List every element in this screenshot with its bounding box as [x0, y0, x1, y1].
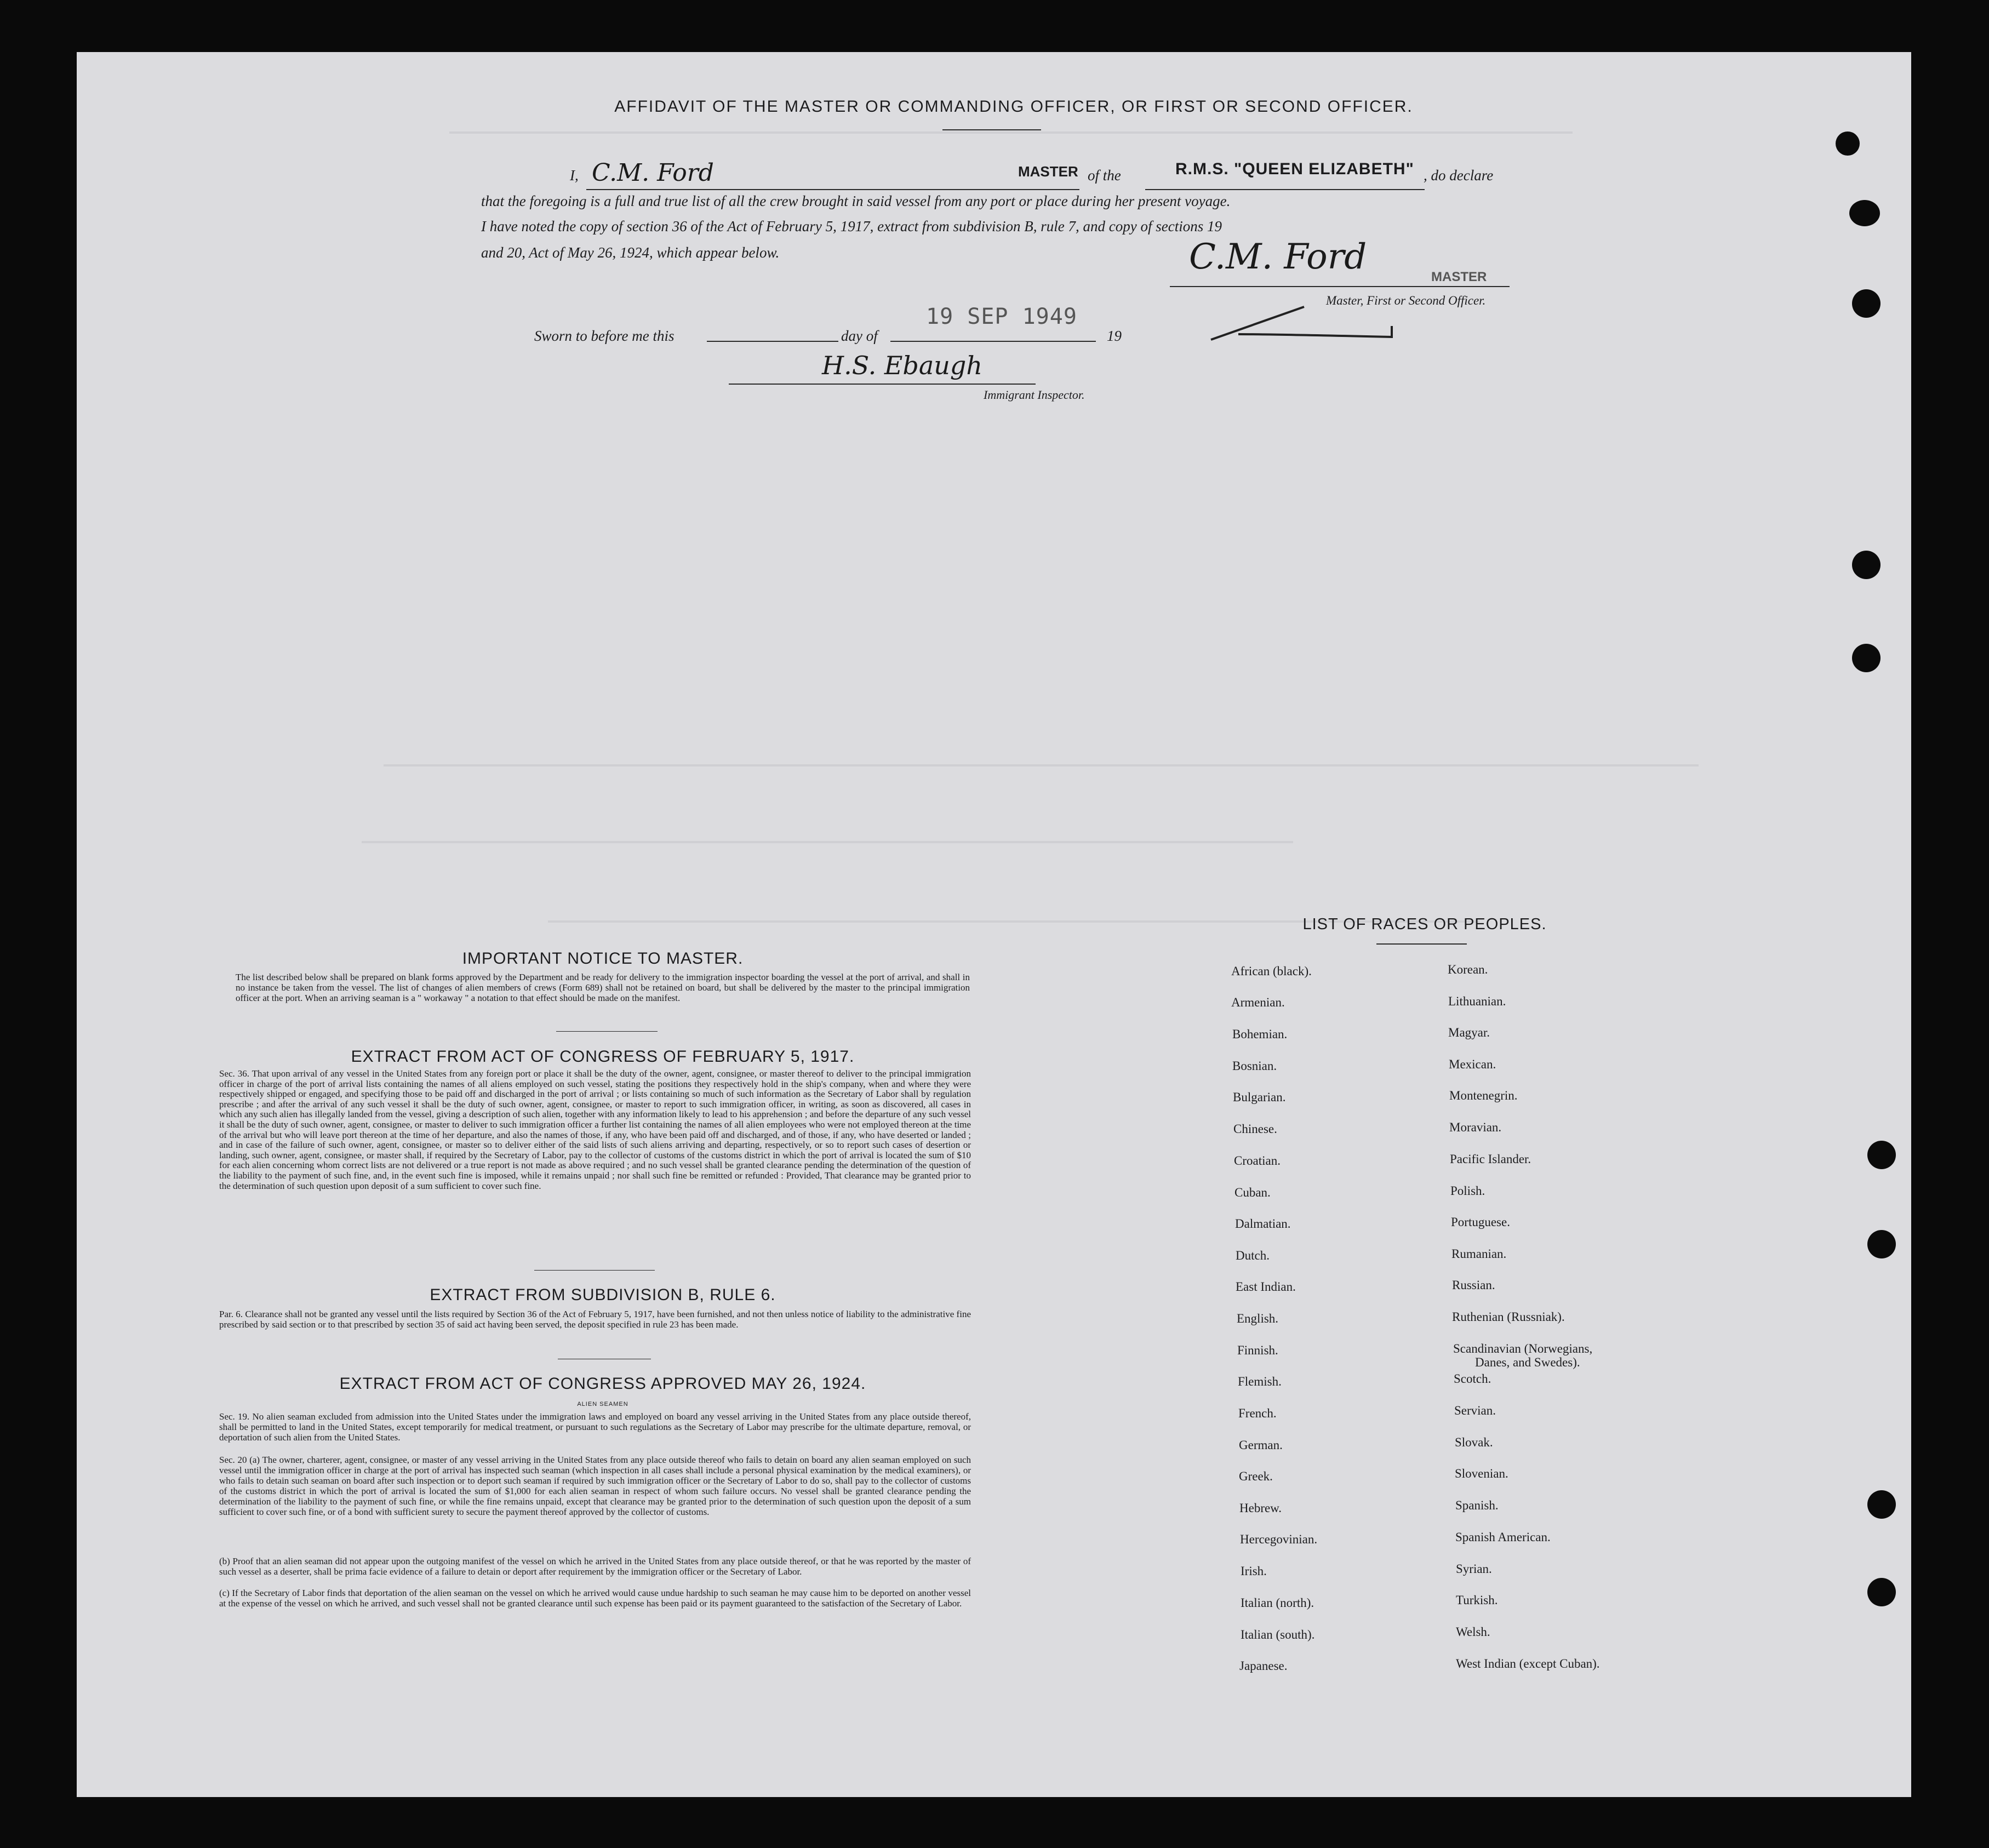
notice-text: The list described below shall be prepared on blank forms approved by the Department and be ready for delivery to the immigration inspector boarding the vessel at the port of arrival, and shall in no instance be taken from the vessel. The list of changes of alien members of crews (Form 689) shall not be retained on board, but shall be delivered by the master to the principal immigration officer at the port. When an arriving seaman is a " workaway " a notation to that effect should be made on the manifest. [236, 972, 970, 1003]
date-stamp: 19 SEP 1949 [926, 304, 1077, 329]
vessel-underline [1145, 189, 1425, 190]
notice-title: IMPORTANT NOTICE TO MASTER. [462, 949, 744, 968]
race-item: Lithuanian. [1448, 994, 1506, 1008]
race-item: Pacific Islander. [1450, 1152, 1531, 1166]
race-item: Turkish. [1456, 1593, 1498, 1607]
bleed-through-line [362, 841, 1293, 843]
race-item: Chinese. [1233, 1122, 1277, 1136]
race-item: Portuguese. [1451, 1215, 1510, 1229]
signature-caption: Master, First or Second Officer. [1326, 294, 1486, 307]
inspector-caption: Immigrant Inspector. [984, 388, 1085, 402]
race-item: Magyar. [1448, 1026, 1490, 1039]
sworn-date-line [890, 341, 1096, 342]
binding-hole [1867, 1141, 1896, 1169]
race-item: Scotch. [1454, 1372, 1491, 1386]
race-item: Mexican. [1449, 1057, 1496, 1071]
race-item: Irish. [1241, 1564, 1267, 1578]
signature-flourish [1205, 296, 1403, 345]
sec20a-text: Sec. 20 (a) The owner, charterer, agent, consignee, or master of any vessel arriving in the United States from any place outside thereof who fails to detain on board any alien seaman employed on such vessel until the immigration officer in charge at the port of arrival has inspected such seaman (which inspection in all cases shall include a personal physical examination by the medical examiners), or who fails to detain such seaman on board after such inspection or to deport such seaman if required by such immigration officer or the Secretary of Labor to do so, shall pay to the collector of customs of the customs district in which the port of arrival is located the sum of $1,000 for each alien seaman in respect of whom such failure occurs. No vessel shall be granted clearance pending the determination of the liability to the payment of such fine, or while the fine remains unpaid, except that clearance may be granted prior to the determination of such question upon the deposit of a sum sufficient to cover such fine, or of a bond with sufficient surety to secure the payment thereof approved by the collector of customs. [219, 1455, 971, 1517]
race-item: Italian (south). [1241, 1628, 1315, 1641]
sworn-day-line [707, 341, 838, 342]
binding-hole [1867, 1578, 1896, 1606]
extract-1917-divider [534, 1270, 655, 1271]
race-item: German. [1239, 1438, 1283, 1452]
race-item: Bulgarian. [1233, 1090, 1286, 1104]
affidavit-line-3: I have noted the copy of section 36 of the Act of February 5, 1917, extract from subdivision B, rule 7, and copy of sections 19 [481, 218, 1222, 234]
race-item: West Indian (except Cuban). [1456, 1657, 1600, 1670]
sec19-text: Sec. 19. No alien seaman excluded from admission into the United States under the immigration laws and employed on board any vessel arriving in the United States from any place outside thereof, shall be permitted to land in the United States, except temporarily for medical treatment, or pursuant to such regulations as the Secretary of Labor may prescribe for the ultimate departure, removal, or deportation of such alien from the United States. [219, 1411, 971, 1443]
race-item: African (black). [1231, 964, 1312, 978]
rule6-title: EXTRACT FROM SUBDIVISION B, RULE 6. [430, 1286, 776, 1304]
vessel-name-stamp: R.M.S. "QUEEN ELIZABETH" [1175, 160, 1414, 178]
race-item: Syrian. [1456, 1562, 1492, 1576]
race-item: Spanish. [1455, 1498, 1499, 1512]
title-divider [942, 129, 1041, 130]
race-item: Greek. [1239, 1469, 1273, 1483]
races-title-underline [1376, 943, 1467, 945]
race-item: Danes, and Swedes). [1475, 1355, 1580, 1369]
affidavit-line-4: and 20, Act of May 26, 1924, which appear below. [481, 244, 780, 261]
race-item: Italian (north). [1241, 1596, 1314, 1610]
of-the-label: of the [1088, 167, 1121, 184]
race-item: Montenegrin. [1449, 1089, 1518, 1102]
binding-hole [1867, 1490, 1896, 1519]
race-item: Cuban. [1234, 1186, 1271, 1199]
binding-hole [1836, 131, 1860, 156]
race-item: Welsh. [1456, 1625, 1490, 1639]
affidavit-title: AFFIDAVIT OF THE MASTER OR COMMANDING OFFICER, OR FIRST OR SECOND OFFICER. [614, 98, 1413, 116]
signature-master-stamp: MASTER [1431, 270, 1487, 284]
binding-hole [1852, 551, 1881, 579]
race-item: Dutch. [1236, 1249, 1270, 1262]
binding-hole [1849, 200, 1880, 226]
race-item: French. [1238, 1406, 1277, 1420]
master-name-handwritten: C.M. Ford [592, 159, 714, 187]
binding-hole [1867, 1230, 1896, 1258]
do-declare-label: , do declare [1424, 167, 1494, 184]
extract-1924-title: EXTRACT FROM ACT OF CONGRESS APPROVED MAY 26, 1924. [339, 1375, 866, 1393]
race-item: Russian. [1452, 1278, 1495, 1292]
signature-line [1170, 286, 1510, 287]
master-signature: C.M. Ford [1189, 237, 1367, 277]
race-item: Slovenian. [1455, 1467, 1508, 1480]
master-stamp: MASTER [1018, 163, 1078, 180]
race-item: Korean. [1448, 963, 1488, 976]
race-item: Dalmatian. [1235, 1217, 1291, 1231]
race-item: Servian. [1454, 1404, 1496, 1417]
race-item: Moravian. [1449, 1120, 1502, 1134]
extract-1924-subtitle: ALIEN SEAMEN [577, 1401, 628, 1408]
binding-hole [1852, 289, 1881, 318]
rule6-text: Par. 6. Clearance shall not be granted any vessel until the lists required by Section 36 of the Act of February 5, 1917, have been furnished, and not then unless notice of liability to the administrative fine prescribed by said section or to that prescribed by section 35 of said act having been served, the deposit specified in rule 23 has been made. [219, 1309, 971, 1330]
race-item: Flemish. [1238, 1375, 1282, 1388]
race-item: Slovak. [1455, 1435, 1493, 1449]
day-of-label: day of [841, 328, 878, 344]
notice-divider [556, 1031, 658, 1032]
extract-1917-text: Sec. 36. That upon arrival of any vessel in the United States from any foreign port or place it shall be the duty of the owner, agent, consignee, or master thereof to deliver to the principal immigration officer in charge of the port of arrival lists containing the names of all aliens employed on such vessel, stating the positions they respectively hold in the ship's company, when and where they were respectively shipped or engaged, and specifying those to be paid off and discharged in the port of arrival ; or lists containing so much of such information as the Secretary of Labor shall by regulation prescribe ; and after the arrival of any such vessel it shall be the duty of such owner, agent, consignee, or master to report to such immigration officer, in writing, as soon as discovered, all cases in which any such alien has illegally landed from the vessel, giving a description of such alien, together with any information likely to lead to his apprehension ; and before the departure of any such vessel it shall be the duty of such owner, agent, consignee, or master to deliver to such immigration officer a further list containing the names of all alien employees who were not employed thereon at the time of the arrival but who will leave port thereon at the time of her departure, and also the names of those, if any, who have been paid off and discharged, and of those, if any, who have deserted or landed ; and in case of the failure of such owner, agent, consignee, or master so to deliver either of the said lists of such aliens arriving and departing, respectively, or so to report such cases of desertion or landing, such owner, agent, consignee, or master shall, if required by the Secretary of Labor, pay to the collector of customs of the customs district in which the port of arrival is located the sum of $10 for each alien concerning whom correct lists are not delivered or a true report is not made as above required ; and no such vessel shall be granted clearance pending the determination of the question of the liability to the payment of such fine, and, in the event such fine is imposed, while it remains unpaid ; nor shall such fine be remitted or refunded : Provided, That clearance may be granted prior to the determination of such question upon deposit of a sum sufficient to cover such fine. [219, 1068, 971, 1191]
race-item: Hercegovinian. [1240, 1532, 1318, 1546]
races-title: LIST OF RACES OR PEOPLES. [1302, 916, 1547, 933]
race-item: Ruthenian (Russniak). [1452, 1310, 1565, 1324]
bleed-through-line [449, 131, 1573, 134]
race-item: Croatian. [1234, 1154, 1281, 1168]
sec20c-text: (c) If the Secretary of Labor finds that deportation of the alien seaman on the vessel on which he arrived would cause undue hardship to such seaman he may cause him to be deported on another vessel at the expense of the vessel on which he arrived, and such vessel shall not be granted clearance until such expense has been paid or its payment guaranteed to the satisfaction of the Secretary of Labor. [219, 1588, 971, 1609]
race-item: Spanish American. [1455, 1530, 1551, 1544]
binding-hole [1852, 644, 1881, 672]
sec20b-text: (b) Proof that an alien seaman did not appear upon the outgoing manifest of the vessel on which he arrived in the United States from any place outside thereof, or that he was reported by the master of such vessel as a deserter, shall be prima facie evidence of a failure to detain or deport after requirement by the immigration officer or the Secretary of Labor. [219, 1556, 971, 1577]
race-item: Hebrew. [1239, 1501, 1282, 1515]
extract-1917-title: EXTRACT FROM ACT OF CONGRESS OF FEBRUARY 5, 1917. [351, 1048, 855, 1066]
i-label: I, [570, 167, 579, 184]
race-item: Scandinavian (Norwegians, [1453, 1342, 1593, 1355]
race-item: Finnish. [1237, 1343, 1278, 1357]
name-underline [586, 189, 1079, 190]
sworn-label: Sworn to before me this [534, 328, 675, 344]
race-item: Bohemian. [1232, 1027, 1288, 1041]
race-item: Armenian. [1231, 995, 1285, 1009]
race-item: Japanese. [1239, 1659, 1288, 1673]
inspector-line [729, 384, 1036, 385]
year-prefix: 19 [1107, 328, 1122, 344]
inspector-signature: H.S. Ebaugh [822, 351, 983, 380]
race-item: East Indian. [1236, 1280, 1296, 1294]
race-item: Polish. [1450, 1184, 1485, 1198]
affidavit-line-2: that the foregoing is a full and true list of all the crew brought in said vessel from any port or place during her present voyage. [481, 193, 1231, 209]
race-item: English. [1237, 1312, 1279, 1325]
bleed-through-line [384, 764, 1699, 766]
race-item: Bosnian. [1232, 1059, 1277, 1073]
race-item: Rumanian. [1451, 1247, 1507, 1261]
